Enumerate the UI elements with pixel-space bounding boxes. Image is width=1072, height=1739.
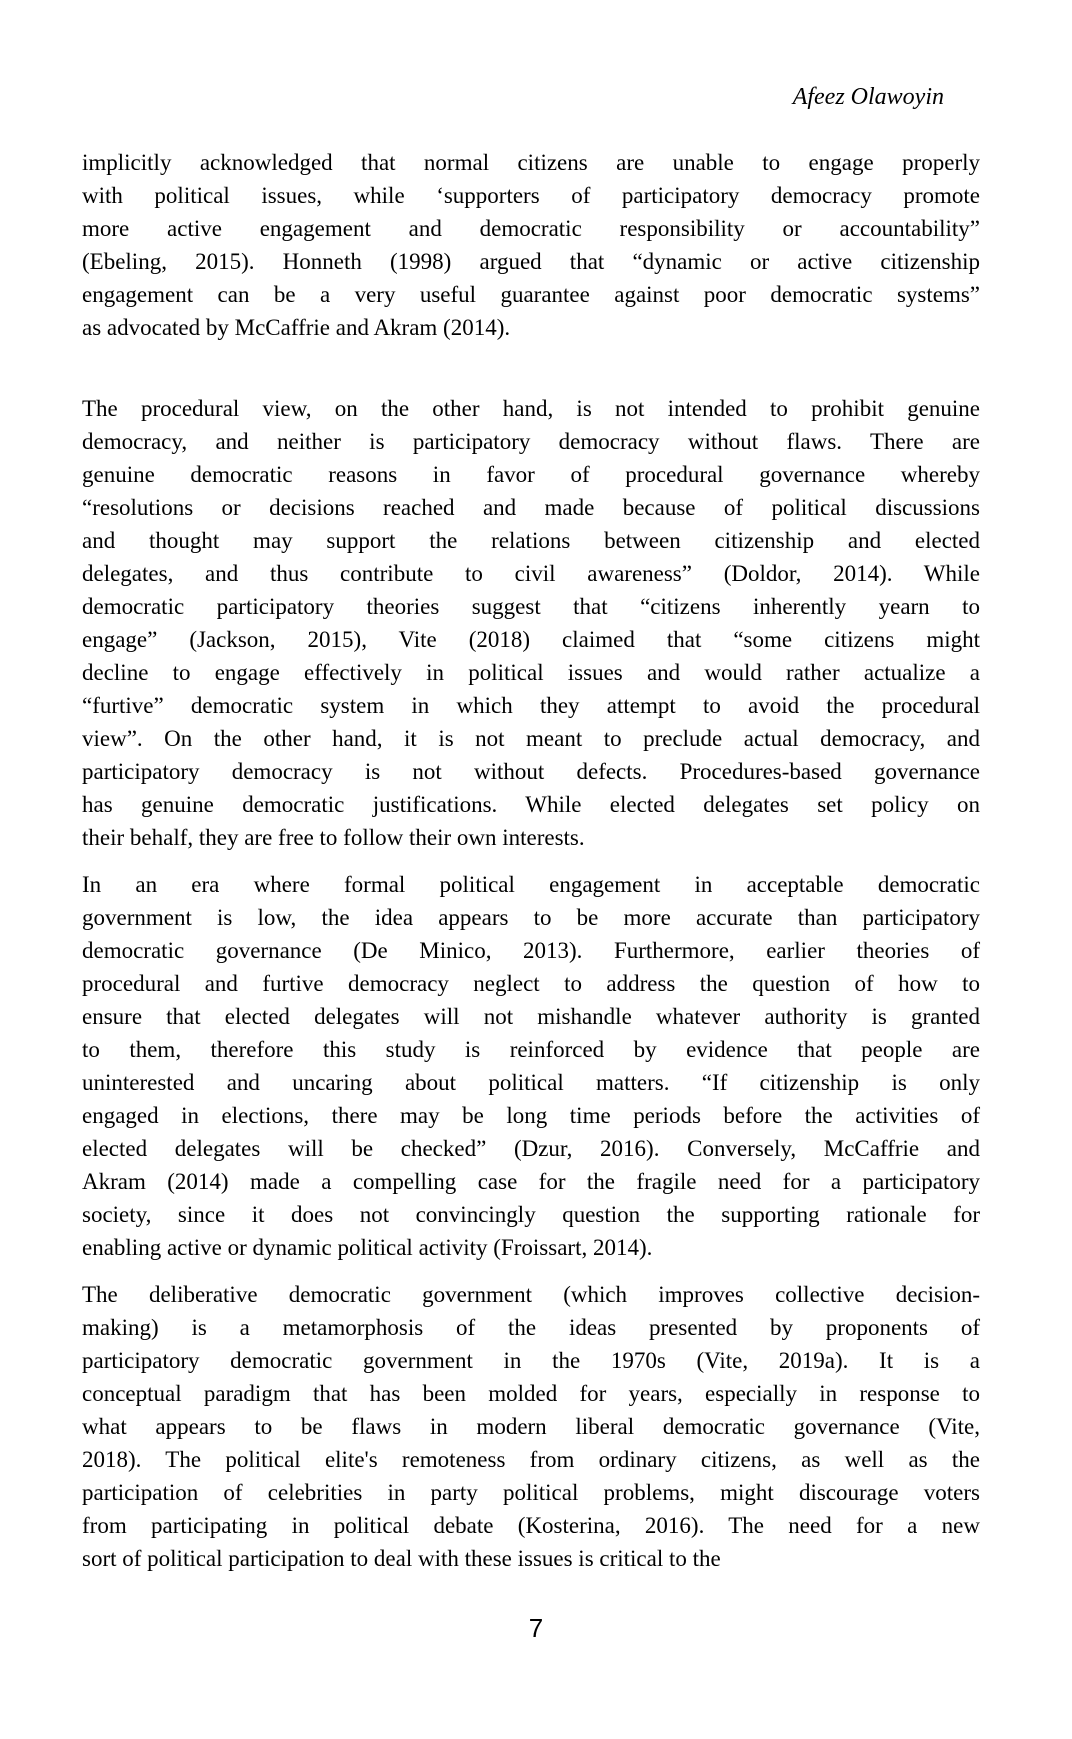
text-line: engage” (Jackson, 2015), Vite (2018) claimed that “some citizens might bbox=[82, 627, 980, 652]
text-line: uninterested and uncaring about political matters. “If citizenship is only bbox=[82, 1070, 980, 1095]
text-line: genuine democratic reasons in favor of procedural governance whereby bbox=[82, 462, 980, 487]
page-number: 7 bbox=[528, 1613, 544, 1643]
text-line: with political issues, while ‘supporters of participatory democracy promote bbox=[82, 183, 980, 208]
text-line: has genuine democratic justifications. While elected delegates set policy on bbox=[82, 792, 980, 817]
text-line: democratic participatory theories suggest that “citizens inherently yearn to bbox=[82, 594, 980, 619]
text-line: procedural and furtive democracy neglect to address the question of how to bbox=[82, 971, 980, 996]
text-line: sort of political participation to deal with these issues is critical to the bbox=[82, 1546, 721, 1571]
text-line: The procedural view, on the other hand, is not intended to prohibit genuine bbox=[82, 396, 980, 421]
text-line: In an era where formal political engagement in acceptable democratic bbox=[82, 872, 980, 897]
text-line: elected delegates will be checked” (Dzur, 2016). Conversely, McCaffrie and bbox=[82, 1136, 980, 1161]
text-line: Akram (2014) made a compelling case for the fragile need for a participatory bbox=[82, 1169, 980, 1194]
text-line: decline to engage effectively in political issues and would rather actualize a bbox=[82, 660, 980, 685]
text-line: (Ebeling, 2015). Honneth (1998) argued that “dynamic or active citizenship bbox=[82, 249, 980, 274]
text-line: 2018). The political elite's remoteness from ordinary citizens, as well as the bbox=[82, 1447, 980, 1472]
paragraph bbox=[82, 868, 980, 1264]
text-body bbox=[82, 146, 980, 1589]
paragraph bbox=[82, 1278, 980, 1575]
text-line: view”. On the other hand, it is not meant to preclude actual democracy, and bbox=[82, 726, 980, 751]
paragraph bbox=[82, 392, 980, 854]
text-line: more active engagement and democratic responsibility or accountability” bbox=[82, 216, 980, 241]
paragraph bbox=[82, 146, 980, 344]
text-line: “resolutions or decisions reached and made because of political discussions bbox=[82, 495, 980, 520]
text-line: making) is a metamorphosis of the ideas presented by proponents of bbox=[82, 1315, 980, 1340]
text-line: to them, therefore this study is reinforced by evidence that people are bbox=[82, 1037, 980, 1062]
text-line: conceptual paradigm that has been molded for years, especially in response to bbox=[82, 1381, 980, 1406]
text-line: “furtive” democratic system in which they attempt to avoid the procedural bbox=[82, 693, 980, 718]
text-line: delegates, and thus contribute to civil awareness” (Doldor, 2014). While bbox=[82, 561, 980, 586]
text-line: democratic governance (De Minico, 2013). Furthermore, earlier theories of bbox=[82, 938, 980, 963]
text-line: participatory democratic government in the 1970s (Vite, 2019a). It is a bbox=[82, 1348, 980, 1373]
text-line: participation of celebrities in party political problems, might discourage voters bbox=[82, 1480, 980, 1505]
text-line: enabling active or dynamic political activity (Froissart, 2014). bbox=[82, 1235, 653, 1260]
text-line: The deliberative democratic government (which improves collective decision- bbox=[82, 1282, 980, 1307]
text-line: and thought may support the relations between citizenship and elected bbox=[82, 528, 980, 553]
text-line: engagement can be a very useful guarantee against poor democratic systems” bbox=[82, 282, 980, 307]
text-line: what appears to be flaws in modern liberal democratic governance (Vite, bbox=[82, 1414, 980, 1439]
text-line: their behalf, they are free to follow their own interests. bbox=[82, 825, 585, 850]
text-line: implicitly acknowledged that normal citizens are unable to engage properly bbox=[82, 150, 980, 175]
text-line: from participating in political debate (Kosterina, 2016). The need for a new bbox=[82, 1513, 980, 1538]
text-line: as advocated by McCaffrie and Akram (2014). bbox=[82, 315, 511, 340]
text-line: ensure that elected delegates will not mishandle whatever authority is granted bbox=[82, 1004, 980, 1029]
text-line: government is low, the idea appears to be more accurate than participatory bbox=[82, 905, 980, 930]
text-line: engaged in elections, there may be long time periods before the activities of bbox=[82, 1103, 980, 1128]
text-line: participatory democracy is not without defects. Procedures-based governance bbox=[82, 759, 980, 784]
text-line: democracy, and neither is participatory democracy without flaws. There are bbox=[82, 429, 980, 454]
running-header-author: Afeez Olawoyin bbox=[792, 84, 944, 110]
text-line: society, since it does not convincingly question the supporting rationale for bbox=[82, 1202, 980, 1227]
